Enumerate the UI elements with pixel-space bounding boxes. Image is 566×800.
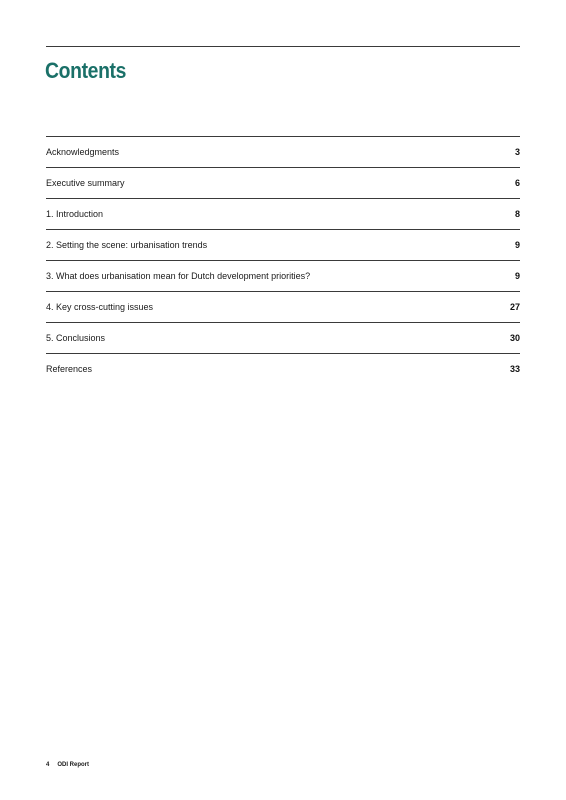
toc-entry-label: Acknowledgments [46, 147, 120, 157]
toc-entry-cross-cutting-issues[interactable] [46, 292, 520, 323]
table-of-contents [46, 136, 520, 384]
toc-entry-dutch-development-priorities[interactable] [46, 261, 520, 292]
toc-entry-page-number: 30 [509, 333, 520, 343]
toc-entry-page-number: 3 [514, 147, 520, 157]
toc-entry-references[interactable] [46, 354, 520, 384]
toc-entry-label: 2. Setting the scene: urbanisation trends [46, 240, 208, 250]
footer-page-number: 4 [46, 762, 50, 768]
toc-entry-page-number: 33 [509, 364, 520, 374]
toc-entry-setting-the-scene[interactable] [46, 230, 520, 261]
page-title: Contents [45, 58, 127, 83]
toc-entry-page-number: 27 [509, 302, 520, 312]
toc-entry-acknowledgments[interactable] [46, 137, 520, 168]
toc-entry-introduction[interactable] [46, 199, 520, 230]
toc-entry-page-number: 9 [514, 240, 520, 250]
toc-entry-page-number: 8 [514, 209, 520, 219]
toc-entry-label: 1. Introduction [46, 209, 104, 219]
toc-entry-label: References [46, 364, 93, 374]
toc-entry-page-number: 6 [514, 178, 520, 188]
toc-entry-conclusions[interactable] [46, 323, 520, 354]
top-divider [46, 46, 520, 47]
toc-entry-label: 5. Conclusions [46, 333, 106, 343]
toc-entry-executive-summary[interactable] [46, 168, 520, 199]
footer-publication: ODI Report [57, 762, 90, 768]
toc-entry-label: Executive summary [46, 178, 125, 188]
page-footer [46, 762, 89, 768]
toc-entry-label: 4. Key cross-cutting issues [46, 302, 154, 312]
toc-entry-page-number: 9 [514, 271, 520, 281]
toc-entry-label: 3. What does urbanisation mean for Dutch development priorities? [46, 271, 311, 281]
